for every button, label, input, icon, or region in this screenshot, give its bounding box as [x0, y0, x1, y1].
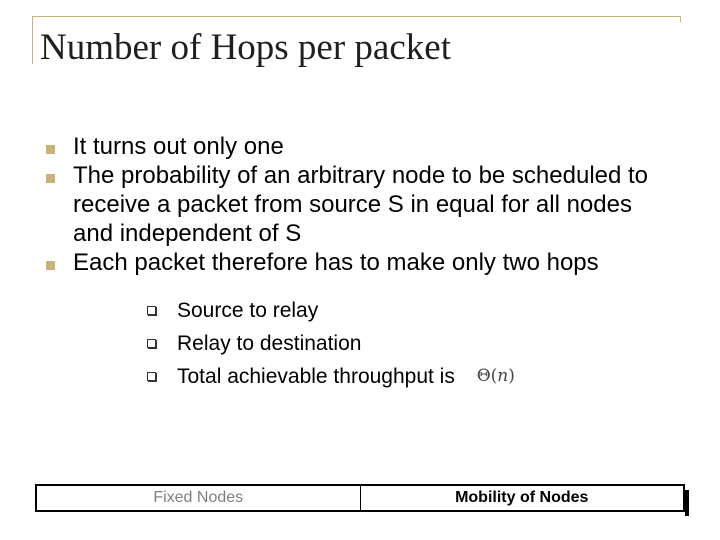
- slide-title: Number of Hops per packet: [40, 27, 451, 68]
- sub-bullet-text: Source to relay: [177, 299, 319, 322]
- square-bullet-icon: [46, 174, 55, 183]
- bullet-item: [0, 248, 673, 393]
- sub-bullet-item: [73, 294, 673, 327]
- bullet-list: [0, 132, 673, 393]
- sub-bullet-item: [73, 327, 673, 360]
- sub-bullet-text: Total achievable throughput is: [177, 365, 455, 388]
- theta-n-formula: [477, 360, 515, 393]
- square-bullet-icon: [46, 145, 55, 154]
- bullet-text: Each packet therefore has to make only two hops: [73, 249, 599, 276]
- square-bullet-icon: [46, 261, 55, 270]
- sub-bullet-list: [73, 294, 673, 393]
- sub-bullet-item: [73, 360, 673, 393]
- hollow-square-bullet-icon: [147, 372, 156, 381]
- hollow-square-bullet-icon: [147, 306, 156, 315]
- bullet-text: It turns out only one: [73, 133, 284, 160]
- fixed-nodes-link[interactable]: Fixed Nodes: [37, 486, 361, 510]
- hollow-square-bullet-icon: [147, 339, 156, 348]
- title-frame-right-tick: [680, 16, 681, 22]
- slide-navigation-bar: [35, 484, 685, 512]
- bullet-item: [0, 161, 673, 248]
- mobility-of-nodes-link[interactable]: Mobility of Nodes: [455, 489, 589, 506]
- formula-symbol: Θ: [476, 366, 491, 386]
- formula-argument: n: [497, 366, 509, 386]
- title-frame-left-line: [32, 16, 33, 64]
- bullet-text: The probability of an arbitrary node to be scheduled to receive a packet from source S in equal for all nodes and independent of S: [73, 162, 649, 247]
- bullet-item: [0, 132, 673, 161]
- title-frame-top-line: [32, 16, 680, 17]
- sub-bullet-text: Relay to destination: [177, 332, 362, 355]
- formula-open-paren: (: [490, 366, 498, 386]
- formula-close-paren: ): [508, 366, 515, 386]
